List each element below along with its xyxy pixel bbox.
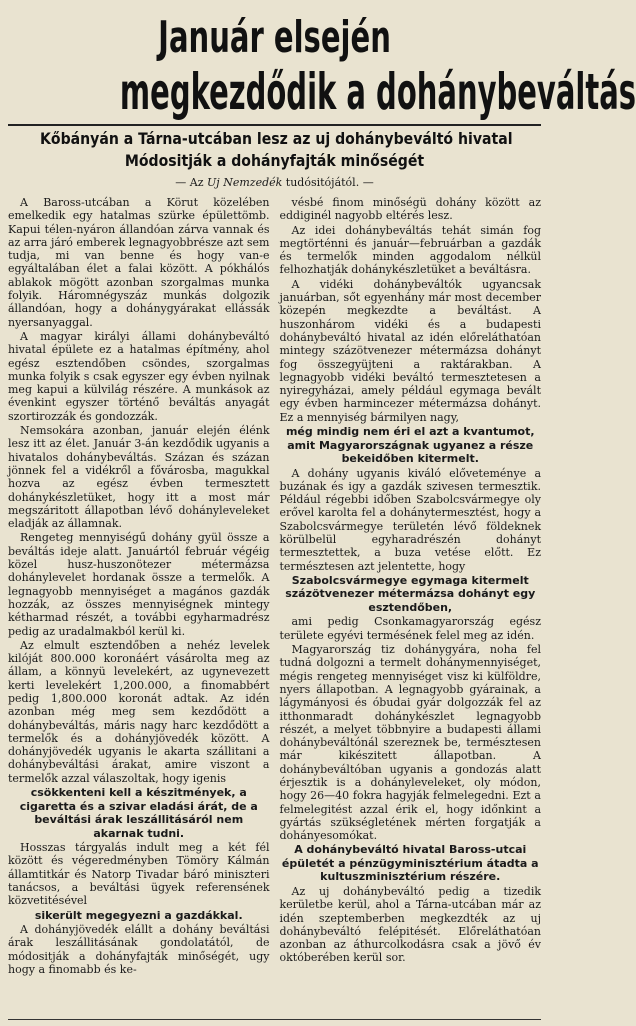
paragraph: Rengeteg mennyiségű dohány gyül össze a beváltás ideje alatt. Januártól február végéig közel husz-huszonötezer métermázsa dohánylevelet hordanak össze a termelők. A legnagyobb mennyiséget a magános gazdák hozzák, az összes mennyiségnek mintegy kétharmad részét, a további egyharmadrész pedig az uradalmakból kerül ki. [8, 531, 270, 638]
headline [8, 12, 636, 121]
bottom-rule [8, 1019, 541, 1020]
paragraph: vésbé finom minőségü dohány között az eddiginél nagyobb eltérés lesz. [279, 196, 541, 223]
paragraph: A Baross-utcában a Körut közelében emelkedik egy hatalmas szürke épülettömb. Kapui télen-nyáron állandóan zárva vannak és az arra járó emberek legnagyobbrésze azt sem tudja, mi van benne és hogy van-e egyáltalában élet a falai között. A pókhálós ablakok mögött azonban szorgalmas munka folyik. Háromnégyszáz munkás dolgozik állandóan, hogy a dohánygyárakat ellássák nyersanyaggal. [8, 196, 270, 329]
paragraph: Az uj dohánybeváltó pedig a tizedik kerületbe kerül, ahol a Tárna-utcában már az idén szeptemberben megkezdték az uj dohánybeváltó felépitését. Előreláthatóan azonban az áthurcolkodásra csak a jövő év októberében kerül sor. [279, 884, 541, 965]
highlight-paragraph: sikerült megegyezni a gazdákkal. [34, 908, 243, 922]
headline-line-2: megkezdődik a dohánybeváltás [119, 63, 636, 121]
highlight-paragraph: A dohánybeváltó hivatal Baross-utcai épületét a pénzügyminisztérium átadta a kultuszminisztérium részére. [281, 843, 539, 884]
byline-prefix: — Az [175, 176, 204, 189]
paragraph: Nemsokára azonban, január elején élénk lesz itt az élet. Január 3-án kezdődik ugyanis a hivatalos dohánybeváltás. Százan és százan jönnek fel a vidékről a fővárosba, magukkal hozva az egész évben termesztett dohánykészletüket, hogy itt a most már megszáritott állapotban lévő dohányleveleket eladják az államnak. [8, 424, 270, 531]
headline-line-1: Január elsején [158, 12, 391, 63]
byline [8, 174, 541, 192]
subheadline-line-2: Módositják a dohányfajták minőségét [124, 151, 425, 170]
paragraph: A dohányjövedék elállt a dohány beváltási árak leszállitásának gondolatától, de módositják a dohányfajták minőségét, ugy hogy a finomabb és ke- [8, 923, 270, 976]
paragraph: Az idei dohánybeváltás tehát simán fog megtörténni és január—februárban a gazdák és termelők minden aggodalom nélkül felhozhatják dohánykészletüket a beváltásra. [279, 223, 541, 277]
highlight-paragraph: Szabolcsvármegye egymaga kitermelt százötvenezer métermázsa dohányt egy esztendőben, [285, 573, 536, 614]
paragraph: A vidéki dohánybeváltók ugyancsak januárban, sőt egyenhány már most december közepén megkezdte a beváltást. A huszonhárom vidéki és a budapesti dohánybeváltó hivatal az idén előreláthatóan mintegy százötvenezer métermázsa dohányt fog összegyüjteni a raktárakban. A legnagyobb vidéki beváltó termesztetesen a nyiregyházai, amely például egymaga bevált egy évben harmincezer métermázsa dohányt. Ez a mennyiség bármilyen nagy, [279, 277, 541, 424]
paragraph: A magyar királyi állami dohánybeváltó hivatal épülete ez a hatalmas építmény, ahol egész esztendőben csöndes, szorgalmas munka folyik s csak egyszer egy évben nyilnak meg kapui a külvilág részére. A munkások az évenkint egyszer történő beváltás anyagát szortirozzák és gondozzák. [8, 329, 270, 423]
left-column [8, 196, 270, 996]
right-column [280, 196, 542, 996]
highlight-paragraph: csökkenteni kell a készitmények, a cigaretta és a szivar eladási árát, de a beváltási árak leszállitásáról nem akarnak tudni. [19, 786, 258, 840]
subheadline-line-1: Kőbányán a Tárna-utcában lesz az uj dohánybeváltó hivatal [39, 129, 513, 148]
subheadline [8, 128, 541, 172]
article-body [8, 196, 541, 996]
highlight-paragraph: még mindig nem éri el azt a kvantumot, amit Magyarországnak ugyanez a része bekeidőben kitermelt. [285, 425, 535, 466]
byline-suffix: tudósitójától. — [285, 176, 374, 189]
paragraph: Magyarország tiz dohánygyára, noha fel tudná dolgozni a termelt dohánymennyiséget, mégis rengeteg mennyiséget visz ki külföldre, nyers állapotban. A legnagyobb gyárainak, a lágymányosi és óbudai gyár dolgozzák fel az itthonmaradt dohánykészlet legnagyobb részét, a melyet többnyire a budapesti állami dohánybeváltónál szereznek be, természtesen már kikészitett állapotban. A dohánybeváltóban ugyanis a gondozás alatt érjesztik is a dohányleveleket, oly módon, hogy 26—40 fokra hagyják felmelegedni. Ezt a felmelegitést azzal érik el, hogy időnkint a gyártás szükségletének mérten forgatják a dohányesomókat. [279, 643, 541, 843]
headline-rule [8, 124, 541, 126]
paragraph: Hosszas tárgyalás indult meg a két fél között és végeredményben Tömöry Kálmán államtitkár és Natorp Tivadar báró miniszteri tanácsos, a beváltási ügyek referensének közvetitésével [8, 841, 270, 908]
paragraph: ami pedig Csonkamagyarország egész területe egyévi termésének felel meg az idén. [279, 615, 541, 642]
paragraph: Az elmult esztendőben a nehéz levelek kilóját 800.000 koronáért vásárolta meg az állam, a könnyü levelekért, az ugynevezett kerti levelekért 1,200.000, a finomabbért pedig 1,800.000 koronát adtak. Az idén azonban még meg sem kezdődött a dohánybeváltás, máris nagy harc kezdődött a termelők és a dohányjövedék között. A dohányjövedék ugyanis le akarta szállitani a dohánybeváltási árakat, amire viszont a termelők azzal válaszoltak, hogy igenis [8, 638, 270, 785]
byline-source: Uj Nemzedék [207, 176, 283, 189]
paragraph: A dohány ugyanis kiváló előveteménye a buzának és igy a gazdák szivesen termesztik. Például régebbi időben Szabolcsvármegye oly erővel karolta fel a dohánytermesztést, hogy a Szabolcsvármegye területén lévő földeknek körülbelül egyharadrészén dohányt termesztettek, a buza vetése előtt. Ez természtesen azt jelentette, hogy [279, 466, 541, 573]
